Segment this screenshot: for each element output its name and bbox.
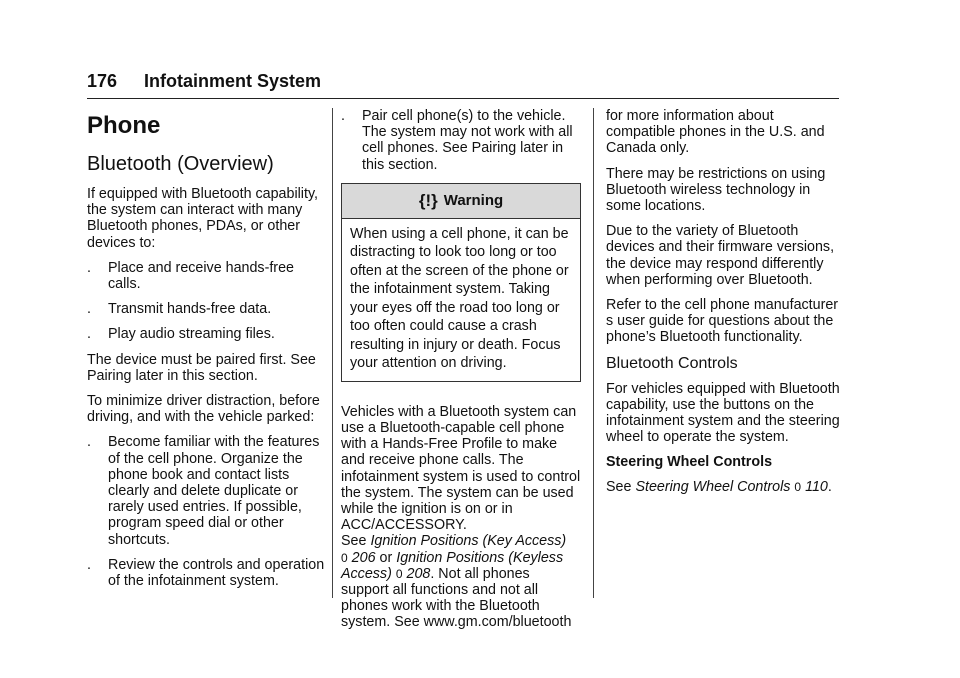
intro-paragraph: If equipped with Bluetooth capability, the system can interact with many Bluetooth phones, PDAs, or other devices to: (87, 186, 319, 251)
column-2 (341, 108, 581, 640)
list-item: . Play audio streaming files. (87, 326, 275, 343)
distraction-paragraph: To minimize driver distraction, before driving, and with the vehicle parked: (87, 393, 320, 426)
page-ref-arrow-icon: 0 (794, 479, 802, 494)
paragraph: Refer to the cell phone manufacturer s user guide for questions about the phone’s Bluetooth functionality. (606, 297, 839, 346)
section-heading: Bluetooth Controls (606, 354, 738, 372)
subsection-title: Bluetooth (Overview) (87, 153, 274, 175)
warning-title: Warning (443, 191, 504, 209)
page-header (87, 70, 839, 99)
bullet-marker: . (87, 556, 91, 573)
page-ref[interactable]: 110 (805, 478, 828, 495)
list-item: . Review the controls and operation of the infotainment system. (87, 556, 325, 590)
warning-text: When using a cell phone, it can be distracting to look too long or too often at the screen of the phone or the infotainment system. Taking your eyes off the road too long or too often could cause a crash resulting in injury or death. Focus your attention on driving. (350, 225, 569, 372)
paragraph: For vehicles equipped with Bluetooth capability, use the buttons on the infotainment system and the steering wheel to operate the system. (606, 380, 840, 446)
warning-box (341, 183, 581, 382)
column-3 (606, 108, 841, 504)
bullet-marker: . (87, 434, 91, 451)
page-ref-arrow-icon: 0 (341, 550, 348, 565)
list-item: . Pair cell phone(s) to the vehicle. The system may not work with all cell phones. See Pairing later in this section. (341, 108, 573, 173)
section-title: Infotainment System (144, 71, 322, 91)
page-ref[interactable]: 208 (406, 565, 431, 582)
bullet-marker: . (341, 108, 345, 124)
steering-wheel-controls-link[interactable]: Steering Wheel Controls (635, 478, 791, 495)
paragraph: for more information about compatible phones in the U.S. and Canada only. (606, 108, 825, 157)
list-item: . Place and receive hands-free calls. (87, 259, 294, 293)
warning-icon: {!} (418, 190, 438, 210)
page-title: Phone (87, 112, 161, 139)
bullet-marker: . (87, 326, 91, 343)
see-reference: See Steering Wheel Controls 0 110. (606, 478, 832, 495)
column-1 (87, 108, 327, 598)
ignition-key-link[interactable]: Ignition Positions (Key Access) (370, 533, 567, 550)
page-number: 176 (87, 71, 118, 91)
paragraph: There may be restrictions on using Bluetooth wireless technology in some locations. (606, 165, 826, 215)
subsection-heading: Steering Wheel Controls (606, 454, 773, 471)
list-item: . Transmit hands-free data. (87, 301, 272, 318)
page-ref[interactable]: 206 (351, 549, 376, 566)
vehicles-paragraph: Vehicles with a Bluetooth system can use a Bluetooth-capable cell phone with a Hands-Free Profile to make and receive phone calls. The infotainment system is used to control the system. The system can be used while the ignition is on or in ACC/ACCESSORY. See Ignition Positions (Key Access) 0 206 or Ignition Positions (Keyless Access) 0 208. Not all phones support all functions and not all phones work with the Bluetooth system. See www.gm.com/bluetooth (341, 403, 581, 631)
bullet-marker: . (87, 259, 91, 276)
ignition-keyless-link[interactable]: Ignition Positions (Keyless Access) (341, 549, 564, 582)
column-divider (332, 108, 333, 598)
column-divider (593, 108, 594, 598)
paragraph: Due to the variety of Bluetooth devices and their firmware versions, the device may respond differently when performing over Bluetooth. (606, 223, 835, 288)
list-item: . Become familiar with the features of the cell phone. Organize the phone book and contact lists clearly and delete duplicate or rarely used entries. If possible, program speed dial or other shortcuts. (87, 434, 320, 548)
warning-header (342, 184, 580, 219)
page-ref-arrow-icon: 0 (395, 566, 403, 581)
bullet-marker: . (87, 301, 91, 318)
pairing-note: The device must be paired first. See Pairing later in this section. (87, 351, 316, 384)
